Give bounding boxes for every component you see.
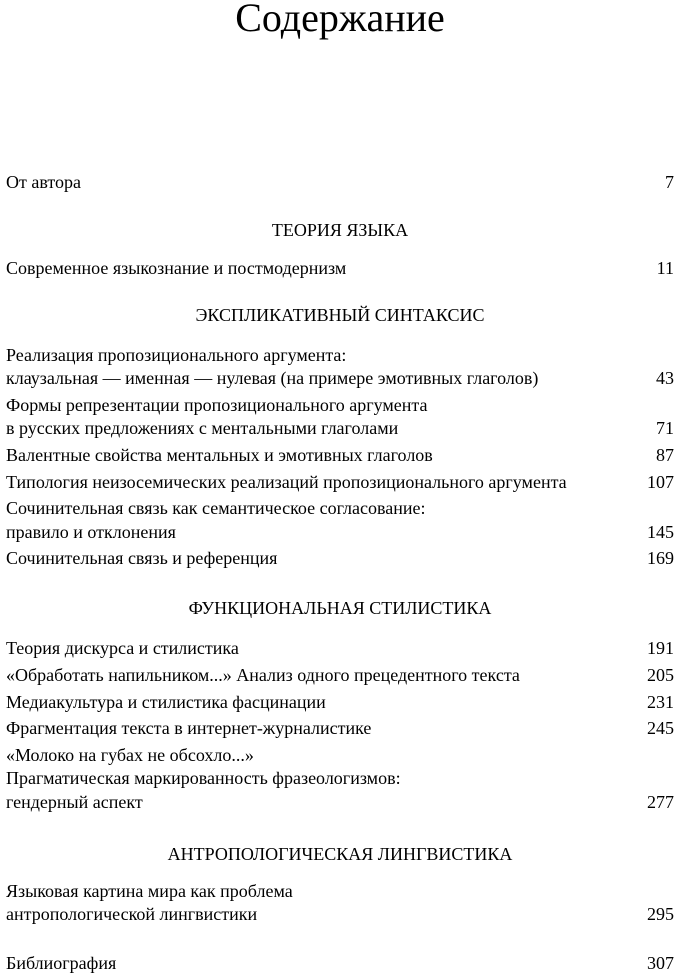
toc-entry-page: 71 [656,418,674,438]
toc-entry-line[interactable] [6,791,674,813]
toc-entry-title: правило и отклонения [6,522,176,542]
toc-entry-line[interactable] [6,344,674,366]
toc-entry-line[interactable] [6,767,674,789]
toc-entry-page: 87 [656,445,674,465]
toc-entry-title: Языковая картина мира как проблема [6,881,293,901]
toc-entry-title: Современное языкознание и постмодернизм [6,258,347,278]
toc-entry-page: 231 [647,692,674,712]
toc-entry-title: антропологической лингвистики [6,904,258,924]
section-heading: ТЕОРИЯ ЯЗЫКА [271,220,409,240]
toc-entry-title: Сочинительная связь как семантическое согласование: [6,498,426,518]
toc-entry-title: Типология неизосемических реализаций пропозиционального аргумента [6,472,567,492]
toc-entry[interactable] [6,471,674,493]
toc-entry-title: Формы репрезентации пропозиционального аргумента [6,395,428,415]
toc-entry-intro[interactable] [6,171,674,193]
toc-entry-line[interactable] [6,880,674,902]
toc-entry-title: Сочинительная связь и референция [6,548,278,568]
toc-entry-title: клаузальная — именная — нулевая (на примере эмотивных глаголов) [6,368,539,388]
toc-entry-line[interactable] [6,394,674,416]
toc-entry-title: Теория дискурса и стилистика [6,638,239,658]
toc-entry-line[interactable] [6,744,674,766]
toc-entry-title: Реализация пропозиционального аргумента: [6,345,347,365]
toc-entry-title: Медиакультура и стилистика фасцинации [6,692,326,712]
toc-entry-page: 245 [647,718,674,738]
toc-entry[interactable] [6,664,674,686]
toc-entry-page: 277 [647,792,674,812]
toc-entry-bibliography[interactable] [6,952,674,974]
toc-entry-title: Валентные свойства ментальных и эмотивных глаголов [6,445,433,465]
toc-entry-page: 7 [665,172,674,192]
section-heading: ЭКСПЛИКАТИВНЫЙ СИНТАКСИС [195,305,485,325]
toc-entry-line[interactable] [6,497,674,519]
toc-entry-page: 11 [656,258,674,278]
toc-entry-line[interactable] [6,903,674,925]
toc-entry-title: Библиография [6,953,117,973]
toc-entry[interactable] [6,547,674,569]
section-heading: АНТРОПОЛОГИЧЕСКАЯ ЛИНГВИСТИКА [167,844,513,864]
toc-entry-title: гендерный аспект [6,792,143,812]
toc-entry-line[interactable] [6,521,674,543]
toc-entry-title: Фрагментация текста в интернет-журналистике [6,718,372,738]
toc-entry-page: 307 [647,953,674,973]
toc-entry-page: 295 [647,904,674,924]
toc-entry[interactable] [6,257,674,279]
toc-entry[interactable] [6,637,674,659]
toc-entry-page: 145 [647,522,674,542]
toc-entry-page: 169 [647,548,674,568]
toc-entry-title: «Обработать напильником...» Анализ одного прецедентного текста [6,665,520,685]
toc-entry-page: 107 [647,472,674,492]
toc-entry-title: Прагматическая маркированность фразеологизмов: [6,768,401,788]
toc-entry-page: 43 [656,368,674,388]
toc-entry-title: «Молоко на губах не обсохло...» [6,745,254,765]
toc-entry-line[interactable] [6,367,674,389]
toc-entry[interactable] [6,444,674,466]
toc-entry[interactable] [6,691,674,713]
toc-entry-title: От автора [6,172,82,192]
toc-entry-title: в русских предложениях с ментальными глаголами [6,418,399,438]
toc-entry-page: 191 [647,638,674,658]
toc-entry-line[interactable] [6,417,674,439]
toc-entry-page: 205 [647,665,674,685]
toc-entry[interactable] [6,717,674,739]
section-heading: ФУНКЦИОНАЛЬНАЯ СТИЛИСТИКА [188,598,492,618]
page-title: Содержание [235,0,445,40]
